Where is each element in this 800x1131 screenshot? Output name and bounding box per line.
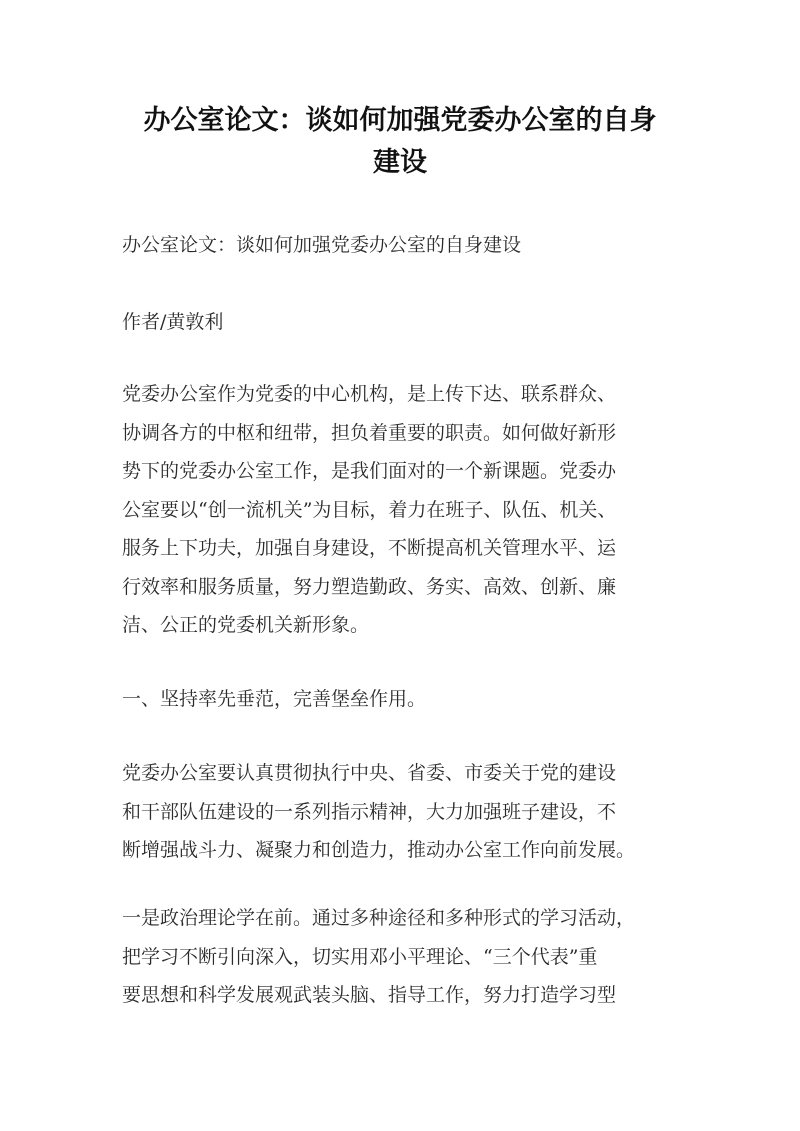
paragraph-intro (122, 375, 692, 645)
paragraph-line: 一是政治理论学在前。通过多种途径和多种形式的学习活动， (122, 907, 636, 929)
paragraph-line: 和干部队伍建设的一系列指示精神，大力加强班子建设，不 (122, 800, 617, 823)
paragraph-section-1 (122, 754, 692, 870)
section-heading-line: 一、坚持率先垂范，完善堡垒作用。 (122, 688, 427, 710)
document-subtitle: 办公室论文：谈如何加强党委办公室的自身建设 (122, 234, 522, 256)
paragraph-line: 洁、公正的党委机关新形象。 (122, 614, 370, 636)
paragraph-line: 党委办公室要认真贯彻执行中央、省委、市委关于党的建设 (122, 762, 617, 784)
paragraph-line: 势下的党委办公室工作，是我们面对的一个新课题。党委办 (122, 460, 617, 482)
paragraph-point-1 (122, 899, 692, 1015)
paragraph-line: 服务上下功夫，加强自身建设，不断提高机关管理水平、运 (122, 537, 617, 559)
document-title-line-1: 办公室论文：谈如何加强党委办公室的自身 (143, 105, 657, 136)
paragraph-line: 把学习不断引向深入，切实用邓小平理论、“三个代表”重 (122, 945, 598, 968)
author-line: 作者/黄敦利 (122, 311, 224, 333)
paragraph-line: 行效率和服务质量，努力塑造勤政、务实、高效、创新、廉 (122, 575, 617, 598)
paragraph-line: 党委办公室作为党委的中心机构，是上传下达、联系群众、 (122, 383, 617, 405)
section-heading-1 (122, 680, 692, 719)
paragraph-line: 要思想和科学发展观武装头脑、指导工作，努力打造学习型 (122, 984, 617, 1006)
paragraph-line: 公室要以“创一流机关”为目标，着力在班子、队伍、机关、 (122, 498, 617, 521)
document-title-line-2: 建设 (373, 147, 427, 178)
paragraph-line: 协调各方的中枢和纽带，担负着重要的职责。如何做好新形 (122, 421, 617, 444)
paragraph-line: 断增强战斗力、凝聚力和创造力，推动办公室工作向前发展。 (122, 839, 636, 861)
